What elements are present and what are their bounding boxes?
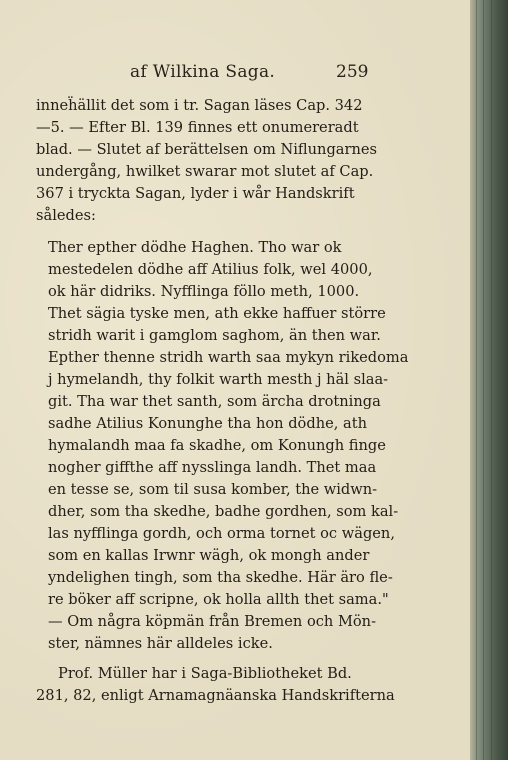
text-line: mestedelen dödhe aff Atilius folk, wel 4000, (48, 261, 373, 278)
text-line: ok här didriks. Nyfflinga föllo meth, 1000. (48, 283, 360, 300)
text-line: 281, 82, enligt Arnamagnäanska Handskrifterna (36, 687, 395, 704)
text-line: sadhe Atilius Konunghe tha hon dödhe, ath (48, 415, 367, 432)
text-line: — Om några köpmän från Bremen och Mön- (48, 613, 377, 630)
text-line: Thet sägia tyske men, ath ekke haffuer större (48, 305, 386, 322)
text-line: inneḧällit det som i tr. Sagan läses Cap. 342 (36, 97, 363, 114)
quoted-passage (36, 237, 409, 655)
text-line: stridh warit i gamglom saghom, än then war. (48, 327, 381, 344)
text-line: således: (36, 207, 96, 224)
text-line: las nyfflinga gordh, och orma tornet oc wägen, (48, 525, 395, 542)
text-line: blad. — Slutet af berättelsen om Niflungarnes (36, 141, 378, 158)
text-line: som en kallas Irwnr wägh, ok mongh ander (48, 547, 370, 564)
text-line: dher, som tha skedhe, badhe gordhen, som kal- (48, 503, 399, 520)
page-header (0, 60, 470, 86)
text-line: nogher giffthe aff nysslinga landh. Thet maa (48, 459, 377, 476)
page-edge-line (491, 0, 492, 760)
page-edge-line (476, 0, 477, 760)
text-line: Ther epther dödhe Haghen. Tho war ok (48, 239, 342, 256)
text-line: Epther thenne stridh warth saa mykyn rikedoma (48, 349, 409, 366)
text-line: Prof. Müller har i Saga-Bibliotheket Bd. (58, 665, 352, 682)
text-line: hymalandh maa fa skadhe, om Konungh finge (48, 437, 386, 454)
closing-paragraph (36, 663, 396, 707)
text-line: yndelighen tingh, som tha skedhe. Här äro fle- (48, 569, 393, 586)
text-line: en tesse se, som til susa komber, the widwn- (48, 481, 378, 498)
page-body (36, 95, 409, 707)
text-line: j hymelandh, thy folkit warth mesth j häl slaa- (48, 371, 389, 388)
text-line: ster, nämnes här alldeles icke. (48, 635, 273, 652)
running-head: af Wilkina Saga. (130, 62, 276, 82)
text-line: re böker aff scripne, ok holla allth thet sama." (48, 591, 389, 608)
text-line: git. Tha war thet santh, som ärcha drotninga (48, 393, 381, 410)
text-line: —5. — Efter Bl. 139 finnes ett onumereradt (36, 119, 359, 136)
page-number: 259 (336, 62, 369, 82)
text-line: 367 i tryckta Sagan, lyder i wår Handskrift (36, 185, 355, 202)
page-edge-line (483, 0, 484, 760)
text-line: undergång, hwilket swarar mot slutet af Cap. (36, 163, 374, 180)
intro-paragraph (36, 95, 396, 227)
